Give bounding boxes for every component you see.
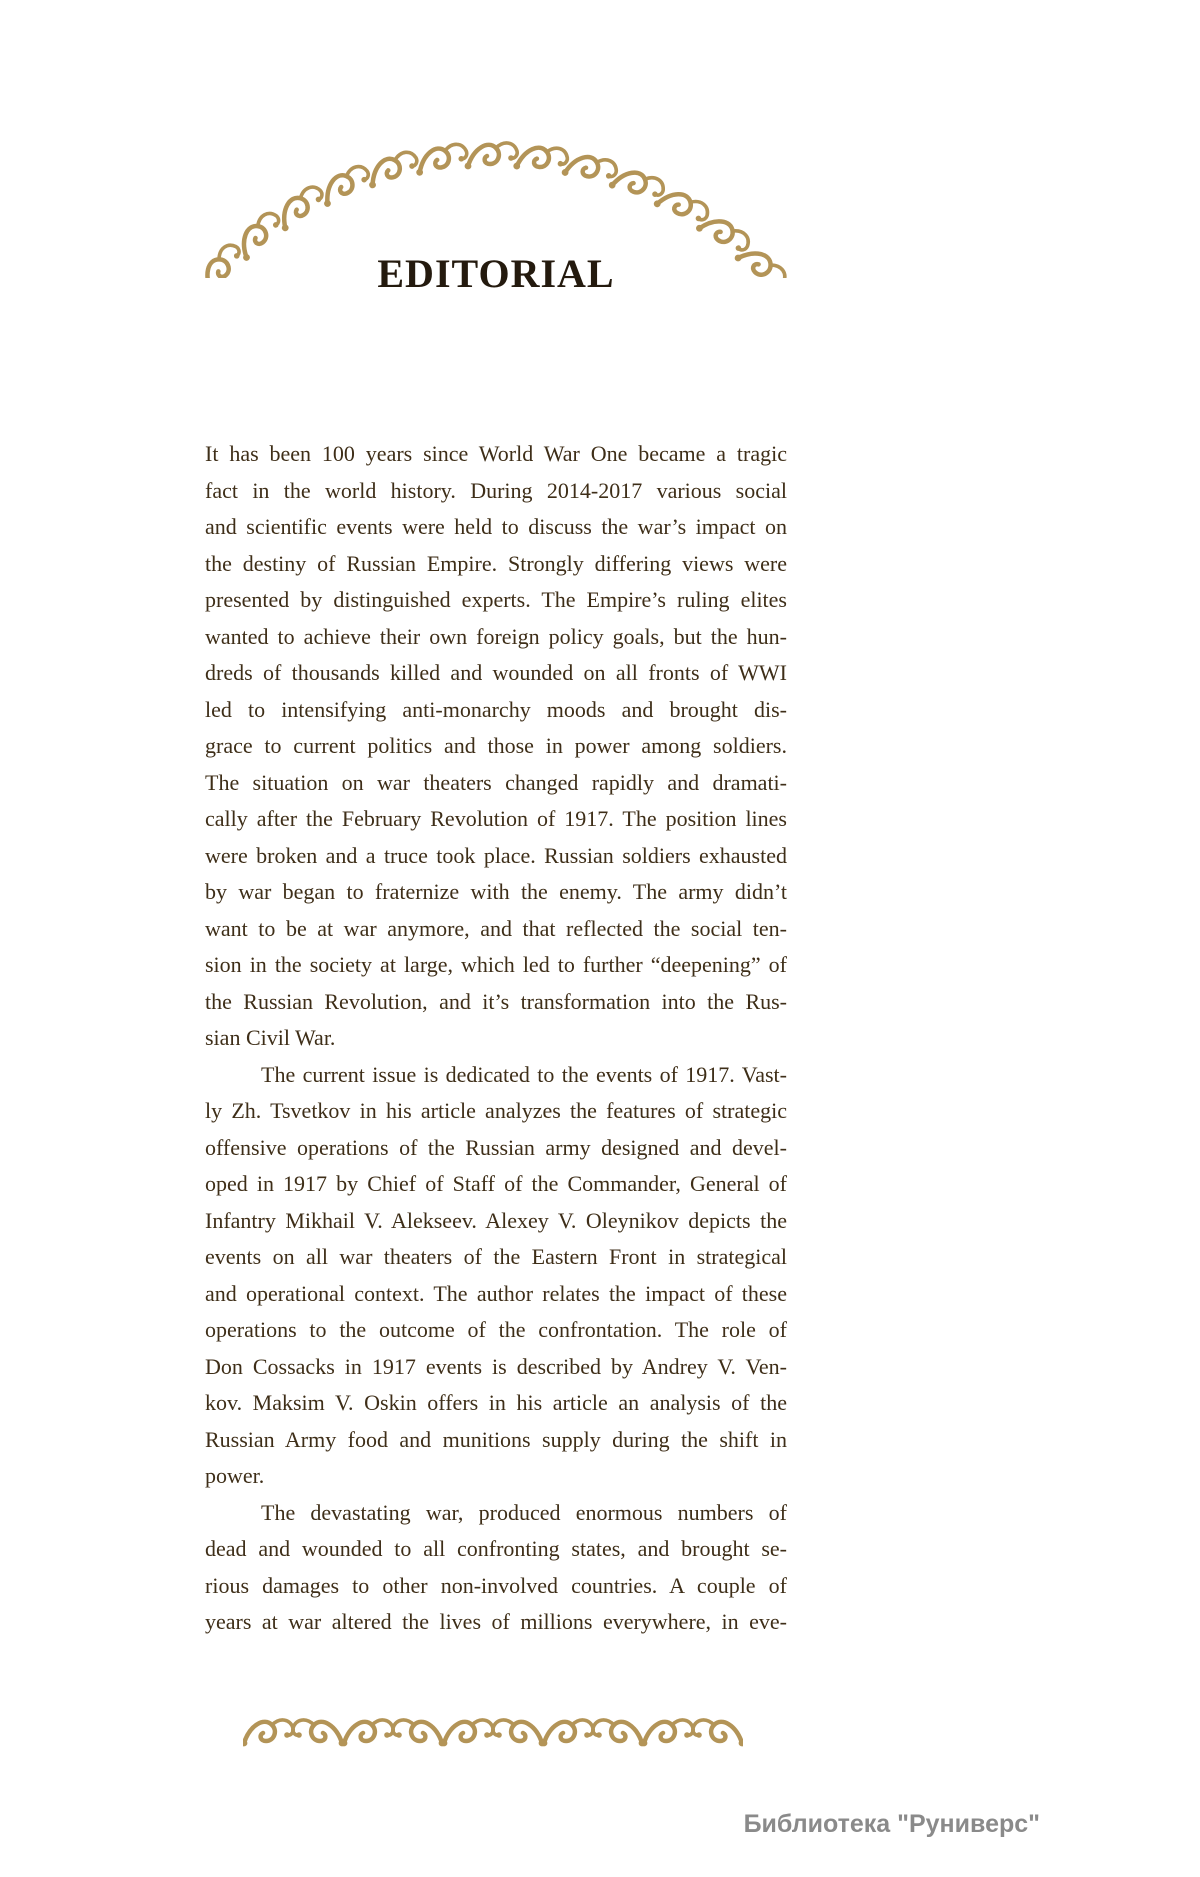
text-line: presented by distinguished experts. The Empire’s ruling elites [205,587,787,612]
text-line: events on all war theaters of the Eastern Front in strategical [205,1244,787,1269]
body-text [205,436,787,1641]
text-line: sion in the society at large, which led to further “deepening” of [205,952,787,977]
text-line: were broken and a truce took place. Russian soldiers exhausted [205,842,787,868]
text-line: offensive operations of the Russian army designed and devel- [205,1134,787,1160]
text-line: sian Civil War. [205,1025,336,1050]
paragraph [205,436,787,1057]
text-line: the Russian Revolution, and it’s transformation into the Rus- [205,988,787,1014]
text-line: rious damages to other non-involved countries. A couple of [205,1572,787,1598]
text-line: and operational context. The author relates the impact of these [205,1280,787,1306]
text-line: by war began to fraternize with the enemy. The army didn’t [205,879,787,904]
text-line: operations to the outcome of the confrontation. The role of [205,1317,787,1342]
text-line: and scientific events were held to discuss the war’s impact on [205,514,787,539]
text-line: power. [205,1463,265,1488]
text-line: Don Cossacks in 1917 events is described by Andrey V. Ven- [205,1353,787,1379]
text-line: want to be at war anymore, and that reflected the social ten- [205,915,787,941]
text-line: wanted to achieve their own foreign policy goals, but the hun- [205,623,787,649]
text-line: The devastating war, produced enormous numbers of [261,1499,787,1525]
bottom-flourish-border-icon [243,1704,743,1762]
text-line: dead and wounded to all confronting states, and brought se- [205,1536,787,1561]
paragraph [205,1495,787,1641]
page-title: EDITORIAL [377,251,615,296]
text-line: the destiny of Russian Empire. Strongly differing views were [205,550,787,576]
text-line: oped in 1917 by Chief of Staff of the Commander, General of [205,1171,787,1196]
text-line: cally after the February Revolution of 1917. The position lines [205,806,787,831]
text-line: years at war altered the lives of millions everywhere, in eve- [205,1609,787,1634]
library-watermark: Библиотека "Руниверс" [743,1810,1040,1838]
text-line: fact in the world history. During 2014-2017 various social [205,477,787,503]
text-line: dreds of thousands killed and wounded on all fronts of WWI [205,660,787,685]
text-line: grace to current politics and those in power among soldiers. [205,733,787,758]
text-line: ly Zh. Tsvetkov in his article analyzes the features of strategic [205,1098,787,1123]
text-line: kov. Maksim V. Oskin offers in his article an analysis of the [205,1390,787,1415]
text-line: The situation on war theaters changed rapidly and dramati- [205,769,787,795]
paragraph [205,1057,787,1495]
text-line: led to intensifying anti-monarchy moods and brought dis- [205,696,787,722]
text-line: It has been 100 years since World War One became a tragic [205,441,787,466]
text-line: Russian Army food and munitions supply during the shift in [205,1426,787,1452]
text-line: The current issue is dedicated to the events of 1917. Vast- [261,1061,787,1087]
text-line: Infantry Mikhail V. Alekseev. Alexey V. Oleynikov depicts the [205,1207,787,1233]
